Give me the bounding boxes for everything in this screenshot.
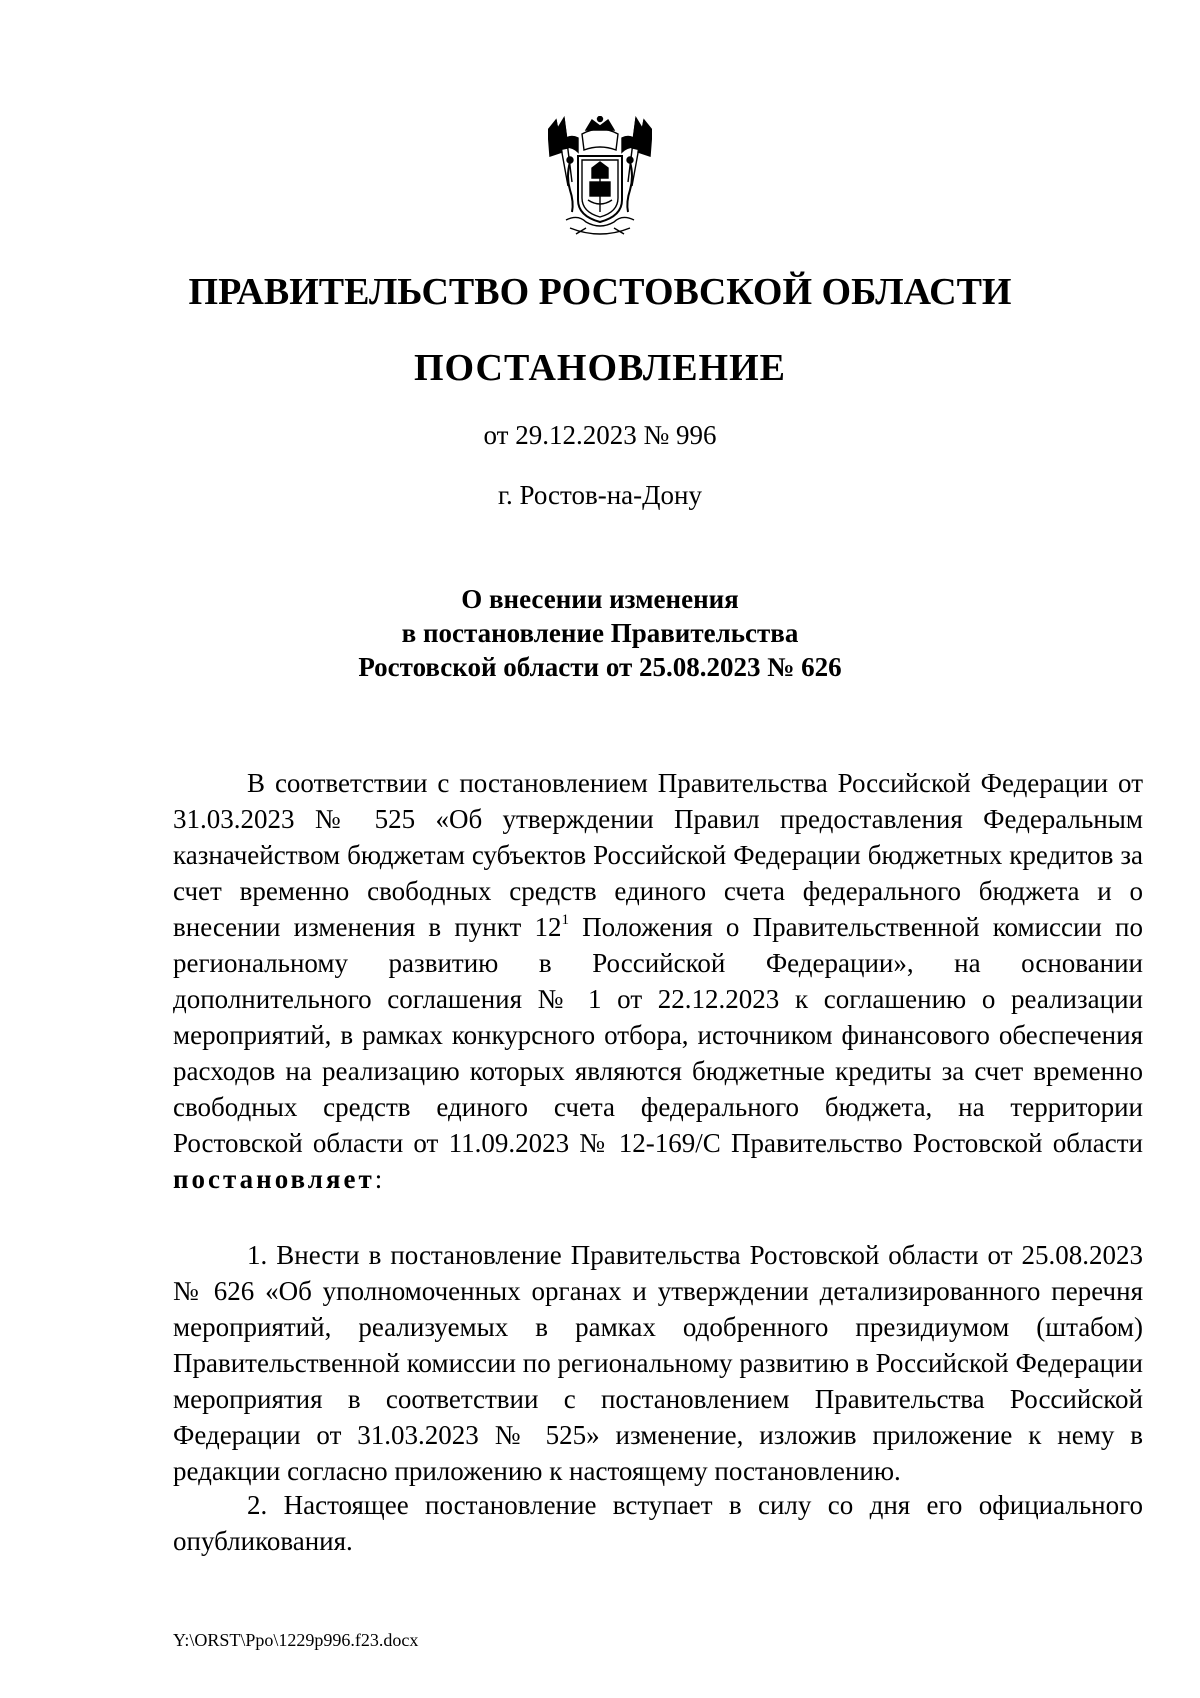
superscript-number: 1: [561, 912, 569, 928]
decree-word: постановляет: [173, 1164, 375, 1194]
document-subject: [0, 582, 1200, 684]
subject-line: О внесении изменения: [461, 584, 739, 614]
preamble-text: В соответствии с постановлением Правительства Российской Федерации от 31.03.2023 № 525 «Об утверждении Правил предоставления Федеральным казначейством бюджетам субъектов Российской Федерации бюджетных кредитов за счет временно свободных средств единого счета федерального бюджета и о внесении изменения в пункт 12: [173, 768, 1143, 942]
subject-line: в постановление Правительства: [401, 618, 799, 648]
preamble-paragraph: [173, 765, 1143, 1197]
document-type-heading: ПОСТАНОВЛЕНИЕ: [413, 347, 787, 389]
document-date-number: от 29.12.2023 № 996: [483, 420, 717, 450]
document-city: г. Ростов-на-Дону: [497, 480, 702, 510]
subject-line: Ростовской области от 25.08.2023 № 626: [358, 652, 842, 682]
item-paragraph-1: 1. Внести в постановление Правительства Ростовской области от 25.08.2023 № 626 «Об уполномоченных органах и утверждении детализированного перечня мероприятий, реализуемых в рамках одобренного президиумом (штабом) Правительственной комиссии по региональному развитию в Российской Федерации мероприятия в соответствии с постановлением Правительства Российской Федерации от 31.03.2023 № 525» изменение, изложив приложение к нему в редакции согласно приложению к настоящему постановлению.: [173, 1240, 1143, 1486]
organization-title: ПРАВИТЕЛЬСТВО РОСТОВСКОЙ ОБЛАСТИ: [188, 271, 1012, 313]
preamble-end: :: [374, 1164, 383, 1194]
item-paragraph-2: 2. Настоящее постановление вступает в силу со дня его официального опубликования.: [173, 1490, 1143, 1556]
preamble-text-continued: Положения о Правительственной комиссии по региональному развитию в Российской Федерации», на основании дополнительного соглашения № 1 от 22.12.2023 к соглашению о реализации мероприятий, в рамках конкурсного отбора, источником финансового обеспечения расходов на реализацию которых являются бюджетные кредиты за счет временно свободных средств единого счета федерального бюджета, на территории Ростовской области от 11.09.2023 № 12-169/С Правительство Ростовской области: [173, 912, 1143, 1158]
footer-file-path: Y:\ORST\Ppo\1229p996.f23.docx: [173, 1630, 419, 1650]
coat-of-arms-icon: [548, 116, 652, 242]
